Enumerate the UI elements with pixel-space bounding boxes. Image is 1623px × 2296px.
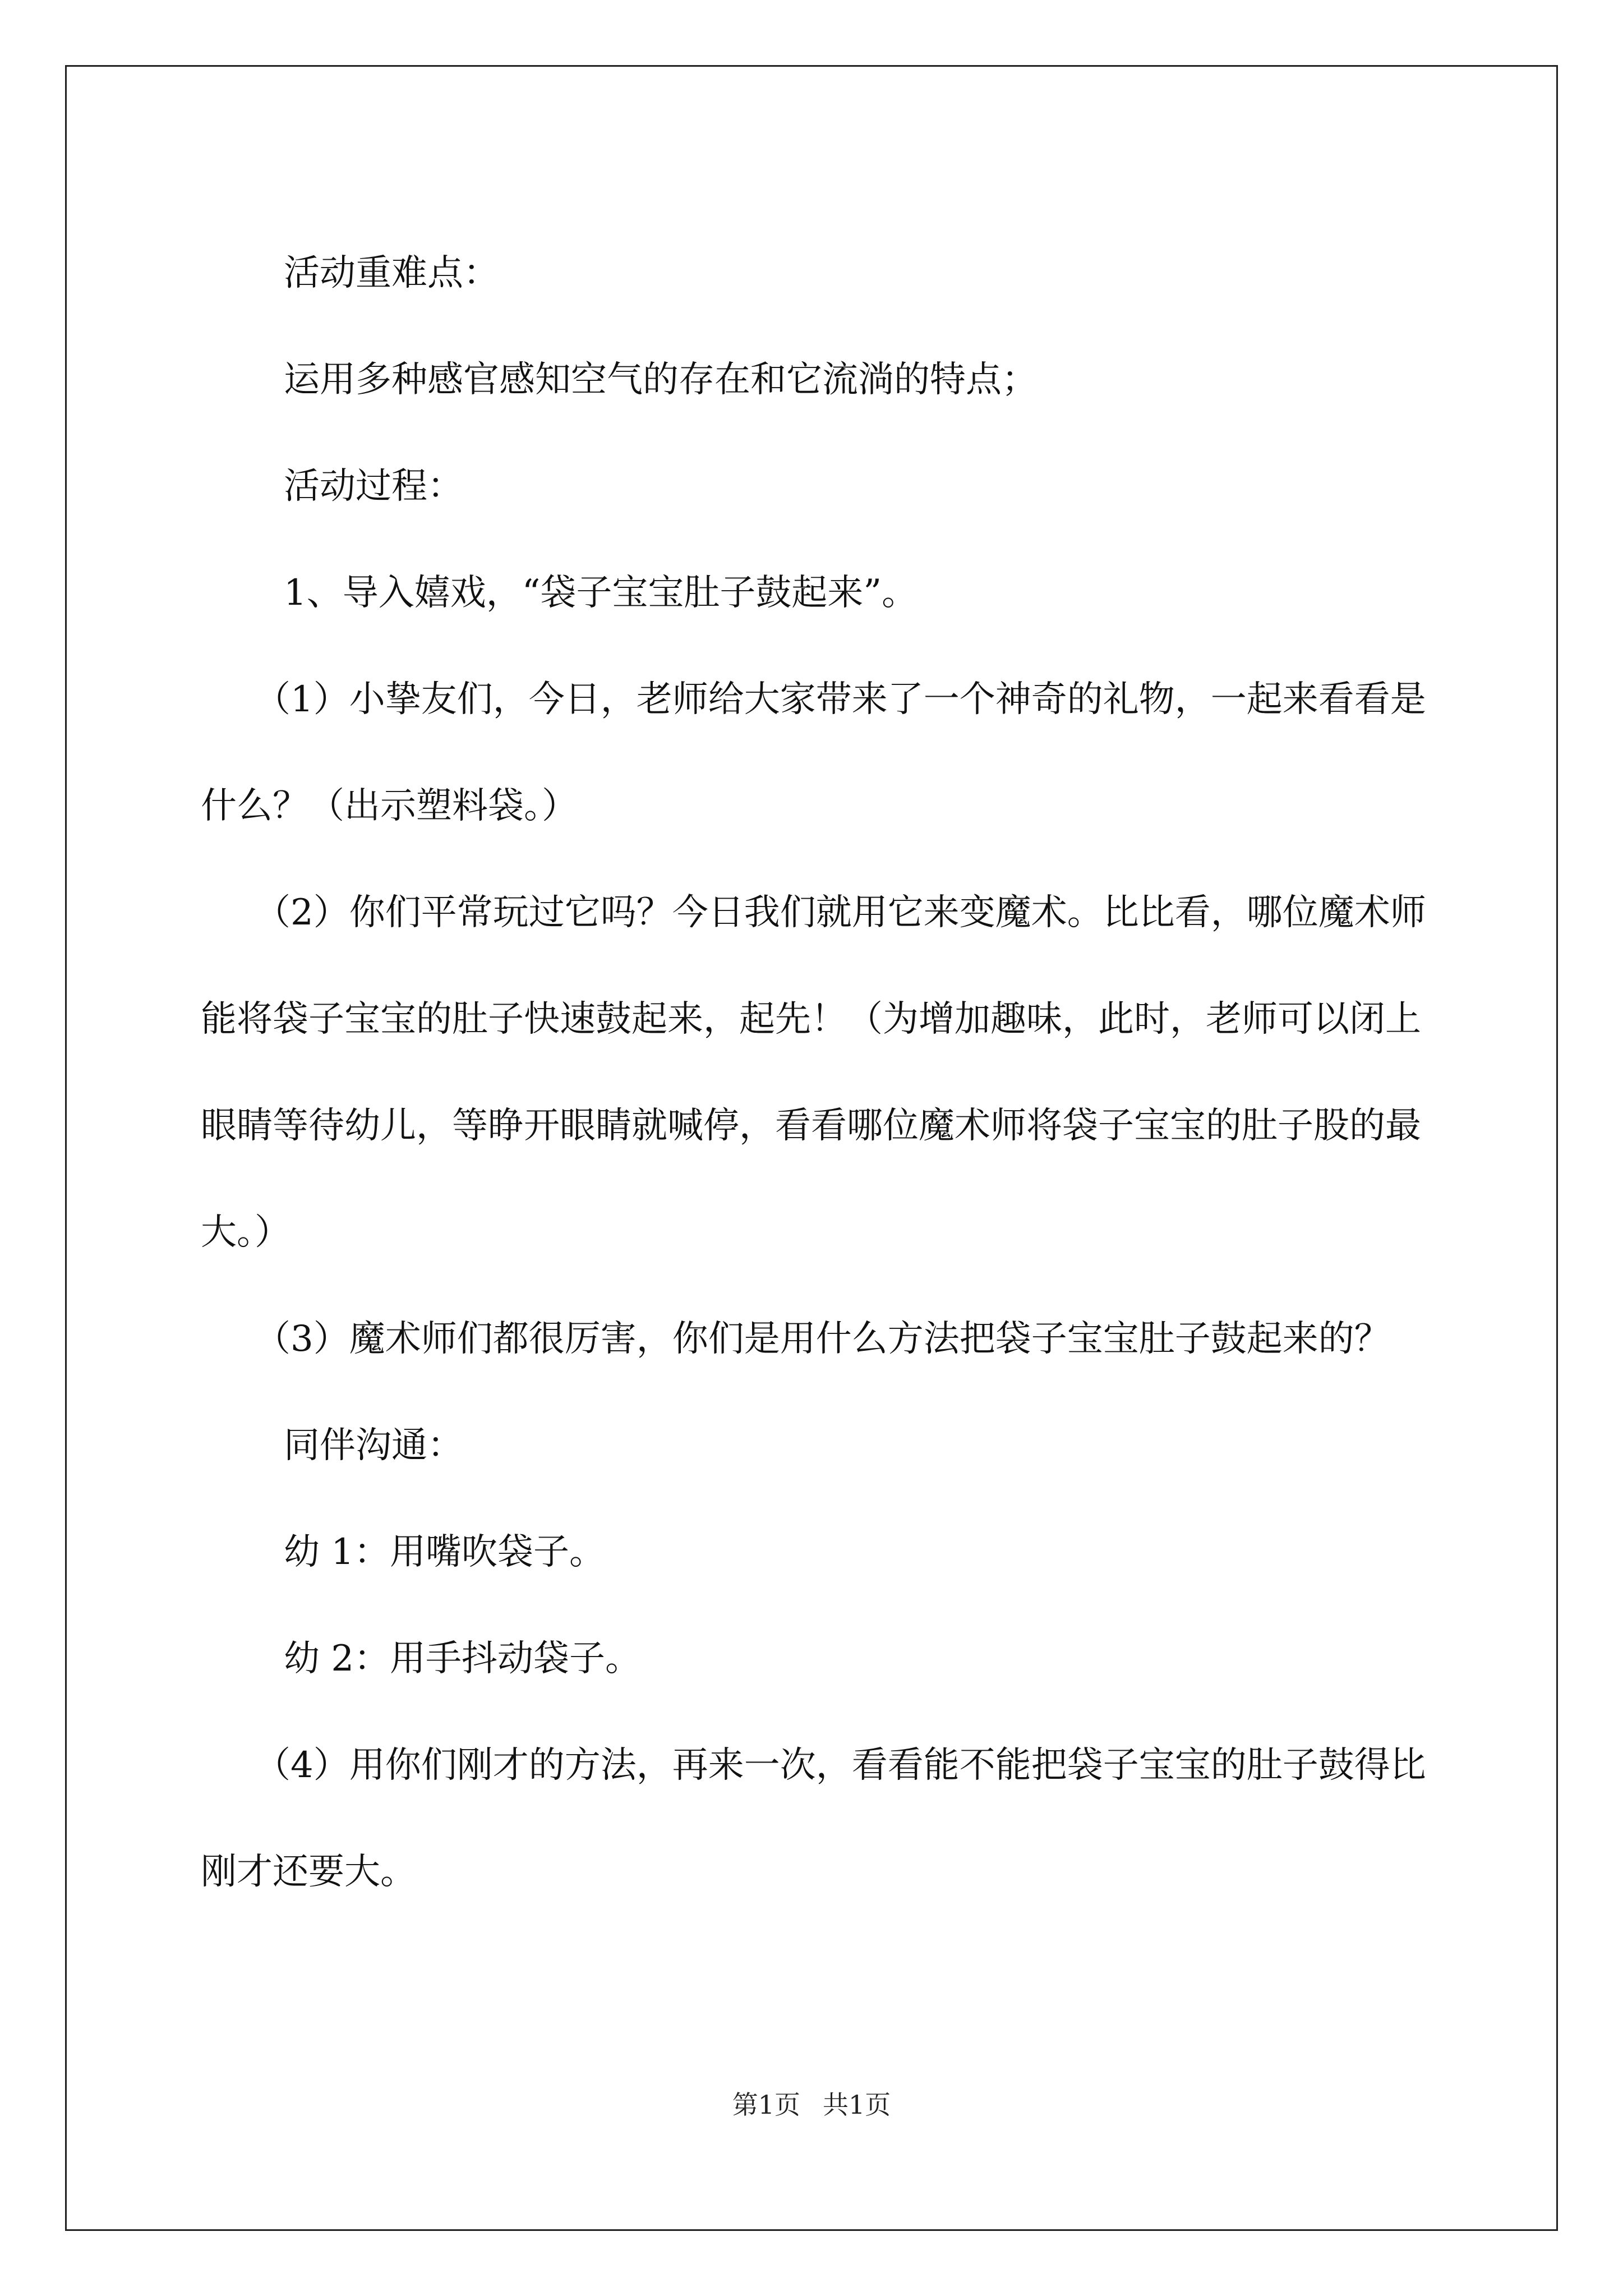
paragraph-key-points-text: 运用多种感官感知空气的存在和它流淌的特点； — [284, 359, 1038, 401]
page-footer — [0, 2088, 1623, 2122]
paragraph-step-1: 1、导入嬉戏，“袋子宝宝肚子鼓起来”。 — [284, 572, 918, 614]
page-number-total: 共1页 — [823, 2090, 891, 2120]
paragraph-step-1-3: （3）魔术师们都很厉害，你们是用什么方法把袋子宝宝肚子鼓起来的？ — [255, 1318, 1390, 1360]
paragraph-step-1-4: （4）用你们刚才的方法，再来一次，看看能不能把袋子宝宝的肚子鼓得比刚才还要大。 — [201, 1745, 1426, 1893]
page-number-current: 第1页 — [732, 2090, 800, 2120]
paragraph-child-2: 幼 2：用手抖动袋子。 — [284, 1638, 642, 1680]
paragraph-step-1-1: （1）小挚友们，今日，老师给大家带来了一个神奇的礼物，一起来看看是什么？（出示塑料袋。） — [201, 679, 1426, 827]
paragraph-step-1-2: （2）你们平常玩过它吗？今日我们就用它来变魔术。比比看，哪位魔术师能将袋子宝宝的肚子快速鼓起来，起先！（为增加趣味，此时，老师可以闭上眼睛等待幼儿，等睁开眼睛就喊停，看看哪位魔术师将袋子宝宝的肚子股的最大。） — [201, 892, 1426, 1253]
heading-peer-communication: 同伴沟通： — [284, 1425, 463, 1466]
heading-activity-process: 活动过程： — [284, 466, 463, 507]
heading-key-points: 活动重难点： — [284, 252, 499, 294]
paragraph-child-1: 幼 1：用嘴吹袋子。 — [284, 1531, 606, 1573]
document-body — [201, 220, 1429, 1925]
